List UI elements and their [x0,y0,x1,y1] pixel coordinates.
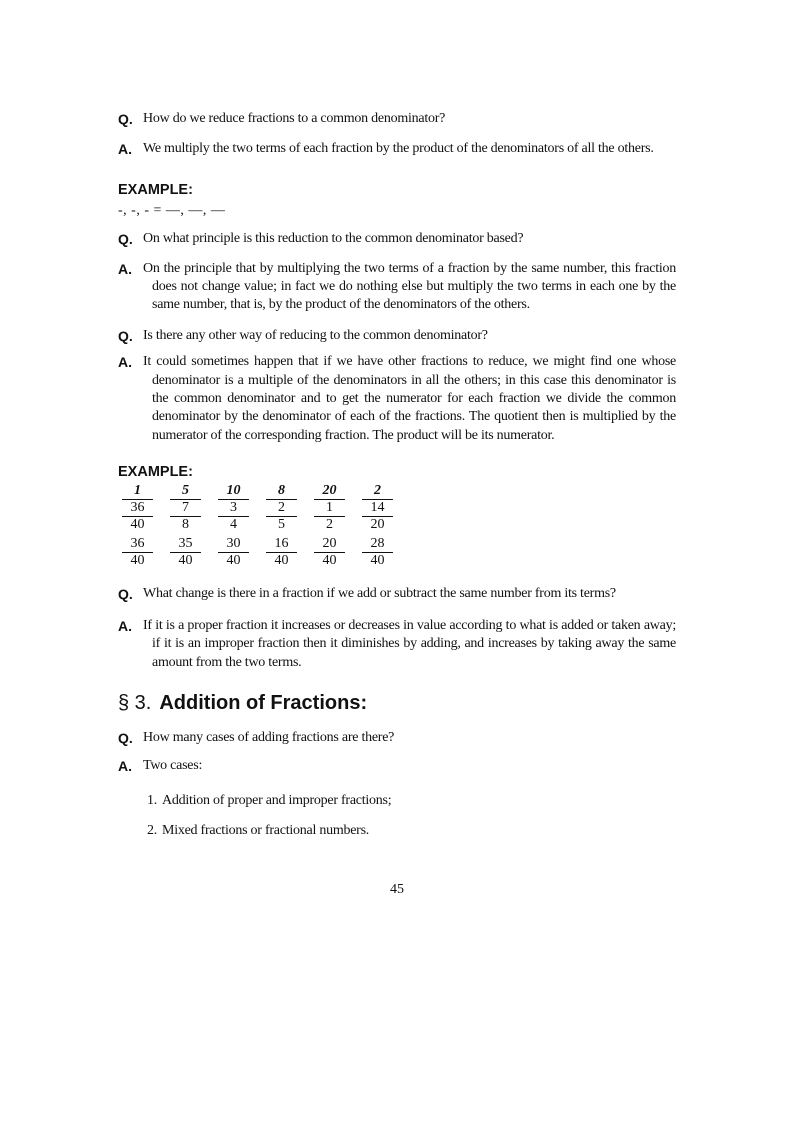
answer-label: A. [118,617,132,634]
fraction-column [170,483,201,569]
qa-block-1-question [118,110,676,128]
result-numerator: 20 [322,536,337,552]
result-numerator: 28 [370,536,385,552]
fraction-denominator: 20 [362,516,393,533]
fraction-quotient: 10 [226,483,241,499]
question-label: Q. [118,111,133,127]
page-number: 45 [390,881,404,897]
section-heading [118,691,676,715]
fraction-numerator: 1 [314,499,345,516]
example-heading: EXAMPLE: [118,464,193,481]
section-title: Addition of Fractions: [159,691,368,714]
question-text: How many cases of adding fractions are there? [143,729,395,745]
answer-label: A. [118,354,132,371]
question-text: What change is there in a fraction if we add or subtract the same number from its terms? [143,586,616,602]
question-label: Q. [118,327,133,344]
fraction-denominator: 2 [314,516,345,533]
list-item-text: Addition of proper and improper fractions; [162,792,392,808]
qa-block-4-answer [118,617,676,672]
fraction-column [122,483,153,569]
qa-block-2-answer [118,260,676,315]
fraction-quotient: 5 [182,483,189,499]
list-item-marker: 2. [147,823,157,839]
fraction-numerator: 3 [218,499,249,516]
result-denominator: 40 [266,552,297,569]
fraction-denominator: 5 [266,516,297,533]
answer-label: A. [118,758,132,775]
question-text: How do we reduce fractions to a common denominator? [143,111,446,126]
result-denominator: 40 [218,552,249,569]
list-item [118,822,676,840]
result-denominator: 40 [170,552,201,569]
qa-block-3-answer [118,353,676,445]
example-heading: EXAMPLE: [118,181,193,198]
fraction-quotient: 2 [374,483,381,499]
fraction-quotient: 8 [278,483,285,499]
math-expression: -, -, - = —, —, — [118,202,226,218]
fraction-column [218,483,249,569]
qa-block-3-question [118,327,676,345]
fraction-column [266,483,297,569]
fraction-quotient: 20 [322,483,337,499]
answer-label: A. [118,260,132,277]
fraction-quotient: 1 [134,483,141,499]
answer-text: It could sometimes happen that if we have other fractions to reduce, we might find one whose denominator is a multiple of the denominators in all the others; in this case this denominator is the common denominator and to get the numerator for each fraction we divide the common denominator by the denominator of each of the fractions. The quotient then is multiplied by the numerator of the corresponding fraction. The product will be its numerator. [143,354,676,443]
fractions-table [118,483,676,569]
fraction-denominator: 8 [170,516,201,533]
answer-text: Two cases: [143,758,203,774]
question-label: Q. [118,231,133,248]
fraction-numerator: 36 [122,499,153,516]
question-label: Q. [118,729,133,746]
result-numerator: 36 [130,536,145,552]
fraction-column [362,483,393,569]
list-item-text: Mixed fractions or fractional numbers. [162,823,370,839]
fraction-numerator: 2 [266,499,297,516]
question-text: On what principle is this reduction to the common denominator based? [143,231,524,247]
result-denominator: 40 [362,552,393,569]
result-denominator: 40 [314,552,345,569]
fraction-column [314,483,345,569]
qa-block-5-answer [118,757,676,775]
answer-text: On the principle that by multiplying the two terms of a fraction by the same number, this fraction does not change value; in fact we do nothing else but multiply the two terms in each one by the same number, that is, by the product of the denominators of the others. [143,260,676,313]
result-numerator: 16 [274,536,289,552]
answer-label: A. [118,141,132,158]
fraction-denominator: 4 [218,516,249,533]
result-numerator: 35 [178,536,193,552]
answer-text: We multiply the two terms of each fraction by the product of the denominators of all the others. [143,141,654,157]
section-number: § 3. [118,691,152,714]
list-item-marker: 1. [147,792,157,808]
result-numerator: 30 [226,536,241,552]
fraction-numerator: 14 [362,499,393,516]
question-text: Is there any other way of reducing to the common denominator? [143,327,488,343]
result-denominator: 40 [122,552,153,569]
qa-block-5-question [118,729,676,747]
qa-block-1-answer [118,140,676,158]
list-item [118,792,676,810]
fraction-numerator: 7 [170,499,201,516]
answer-text: If it is a proper fraction it increases or decreases in value according to what is added or taken away; if it is an improper fraction then it diminishes by adding, and increases by taking away the same amount from the two terms. [143,617,676,670]
qa-block-2-question [118,230,676,248]
question-label: Q. [118,586,133,603]
qa-block-4-question [118,585,676,603]
fraction-denominator: 40 [122,516,153,533]
